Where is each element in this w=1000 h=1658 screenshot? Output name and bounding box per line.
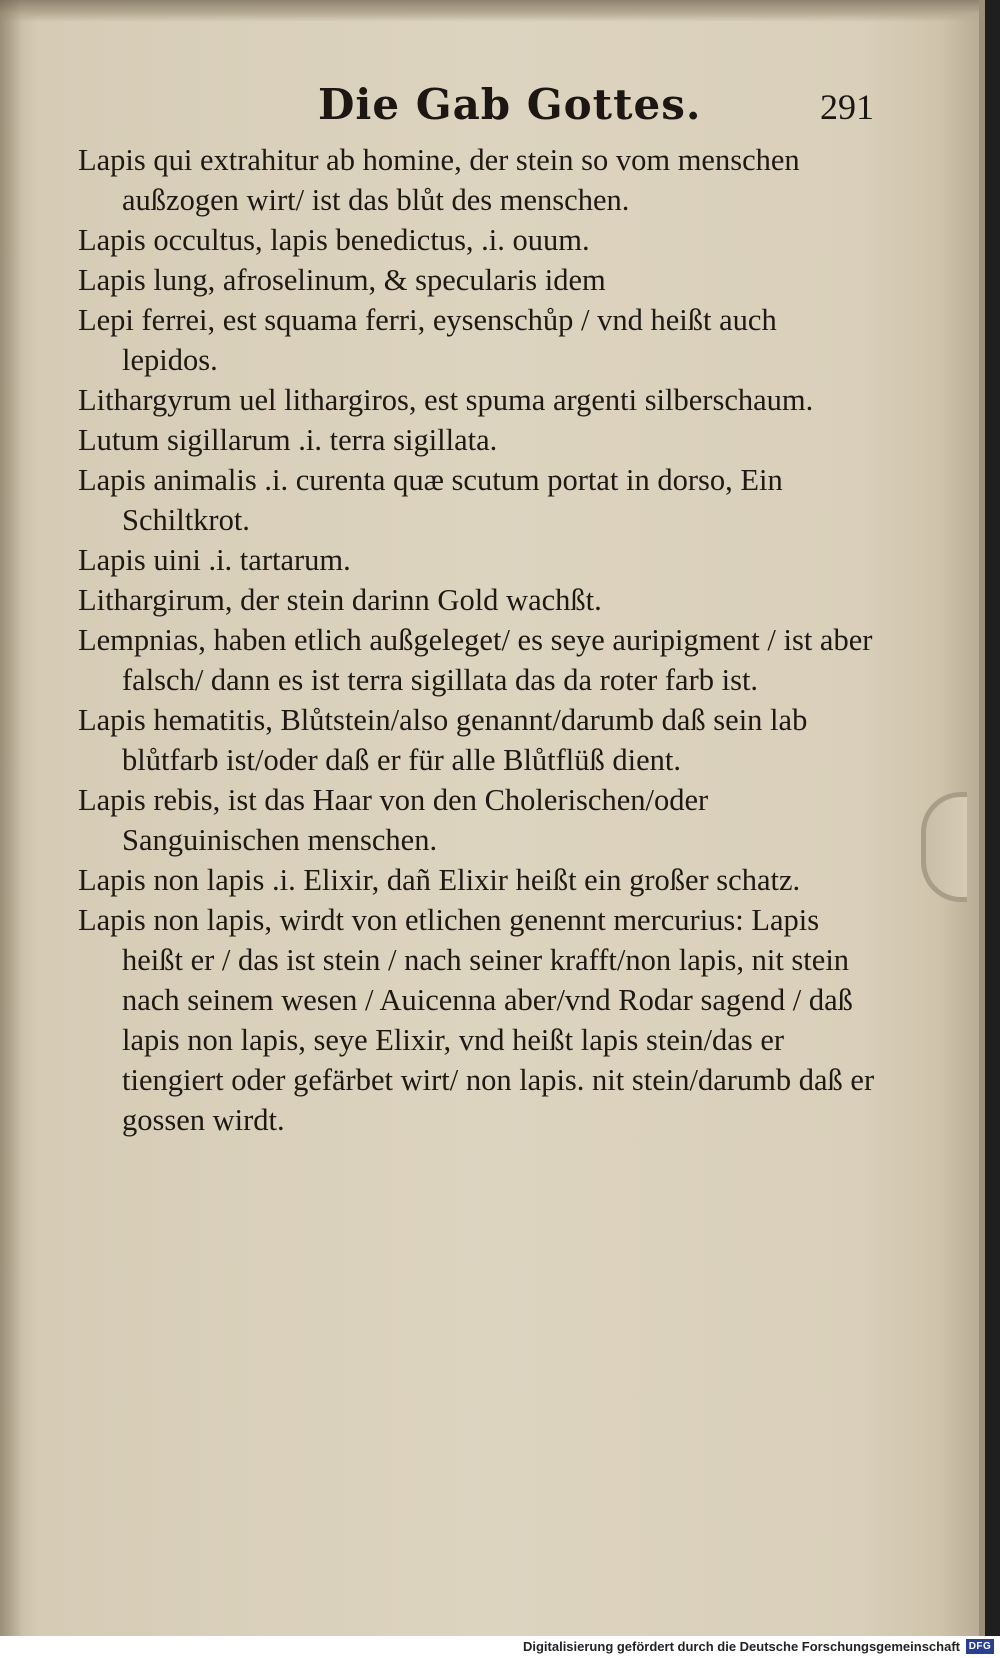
glossary-entry: Lapis qui extrahitur ab homine, der stein so vom menschen außzogen wirt/ ist das blůt des menschen. [78,143,800,217]
dfg-logo-icon: DFG [966,1639,994,1654]
glossary-entry: Lithargirum, der stein darinn Gold wachßt. [78,583,602,617]
glossary-entry: Lapis lung, afroselinum, & specularis idem [78,263,606,297]
running-head [0,80,979,140]
glossary-entry: Lapis non lapis, wirdt von etlichen genennt mercurius: Lapis heißt er / das ist stein / nach seiner krafft/non lapis, nit stein nach seinem wesen / Auicenna aber/vnd Rodar sagend / daß lapis non lapis, seye Elixir, vnd heißt lapis stein/das er tiengiert oder gefärbet wirt/ non lapis. nit stein/darumb daß er gossen wirdt. [78,903,875,1137]
funding-credit: Digitalisierung gefördert durch die Deutsche Forschungsgemeinschaft [522,1639,960,1654]
page-number: 291 [820,87,874,127]
glossary-entry: Lapis uini .i. tartarum. [78,543,351,577]
glossary-entry: Lepi ferrei, est squama ferri, eysenschůp / vnd heißt auch lepidos. [78,303,777,377]
glossary-entry: Lapis hematitis, Blůtstein/also genannt/darumb daß sein lab blůtfarb ist/oder daß er für alle Blůtflüß dient. [78,703,808,777]
glossary-entry: Lapis occultus, lapis benedictus, .i. ouum. [78,223,590,257]
glossary-entry: Lempnias, haben etlich außgeleget/ es seye auripigment / ist aber falsch/ dann es ist terra sigillata das da roter farb ist. [78,623,873,697]
footer-bar [0,1636,1000,1658]
page-clip [921,792,967,902]
glossary-entry: Lapis animalis .i. curenta quæ scutum portat in dorso, Ein Schiltkrot. [78,463,783,537]
glossary-entry: Lutum sigillarum .i. terra sigillata. [78,423,498,457]
glossary-entry: Lapis non lapis .i. Elixir, dañ Elixir heißt ein großer schatz. [78,863,801,897]
page-title: Die Gab Gottes. [318,80,702,129]
glossary-entry: Lithargyrum uel lithargiros, est spuma argenti silberschaum. [78,383,814,417]
glossary-entry: Lapis rebis, ist das Haar von den Cholerischen/oder Sanguinischen menschen. [78,783,709,857]
glossary-entries [78,140,878,1140]
